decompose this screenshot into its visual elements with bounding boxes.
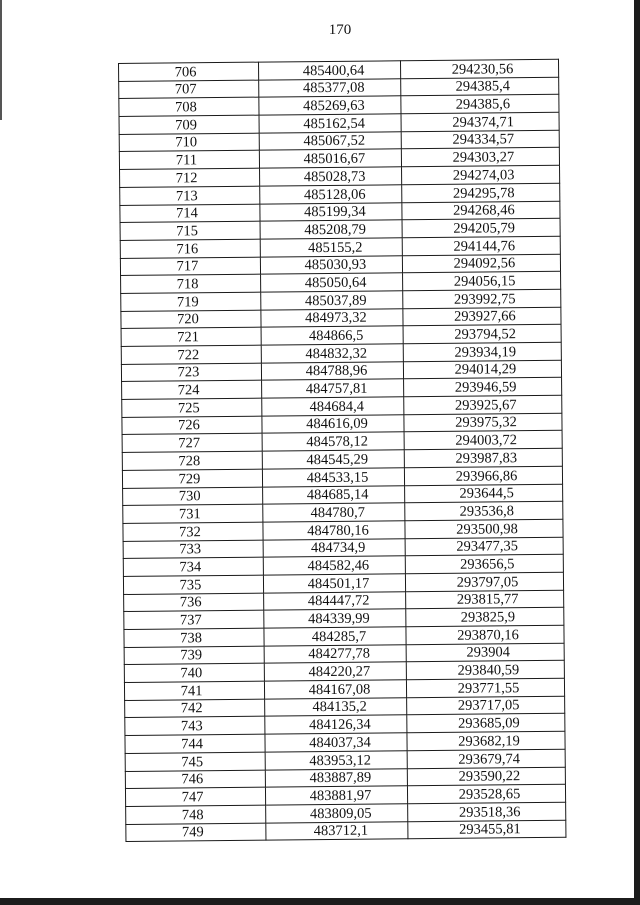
point-number-cell: 718 <box>121 274 261 293</box>
y-coordinate-cell: 294014,29 <box>403 360 561 379</box>
point-number-cell: 746 <box>125 770 265 789</box>
y-coordinate-cell: 293815,77 <box>406 590 564 609</box>
y-coordinate-cell: 293536,8 <box>405 501 563 520</box>
point-number-cell: 736 <box>124 593 264 612</box>
y-coordinate-cell: 293825,9 <box>406 608 564 627</box>
x-coordinate-cell: 484757,81 <box>262 379 404 398</box>
x-coordinate-cell: 485269,63 <box>259 96 401 115</box>
x-coordinate-cell: 485377,08 <box>259 78 401 97</box>
y-coordinate-cell: 293455,81 <box>408 820 566 839</box>
point-number-cell: 714 <box>120 204 260 223</box>
point-number-cell: 732 <box>123 522 263 541</box>
point-number-cell: 735 <box>123 575 263 594</box>
point-number-cell: 717 <box>120 257 260 276</box>
page-number: 170 <box>328 22 352 38</box>
x-coordinate-cell: 485067,52 <box>259 132 401 151</box>
x-coordinate-cell: 483881,97 <box>265 786 407 805</box>
y-coordinate-cell: 294092,56 <box>402 254 560 273</box>
x-coordinate-cell: 485050,64 <box>261 273 403 292</box>
point-number-cell: 742 <box>125 699 265 718</box>
y-coordinate-cell: 293679,74 <box>407 749 565 768</box>
table-row <box>126 820 566 842</box>
point-number-cell: 723 <box>121 363 261 382</box>
x-coordinate-cell: 483953,12 <box>265 751 407 770</box>
y-coordinate-cell: 294385,6 <box>401 95 559 114</box>
x-coordinate-cell: 484545,29 <box>262 450 404 469</box>
y-coordinate-cell: 294274,03 <box>402 165 560 184</box>
x-coordinate-cell: 484135,2 <box>265 698 407 717</box>
x-coordinate-cell: 484126,34 <box>265 715 407 734</box>
y-coordinate-cell: 293870,16 <box>406 625 564 644</box>
point-number-cell: 719 <box>121 292 261 311</box>
x-coordinate-cell: 483809,05 <box>266 804 408 823</box>
point-number-cell: 728 <box>122 451 262 470</box>
y-coordinate-cell: 294056,15 <box>403 272 561 291</box>
y-coordinate-cell: 293904 <box>406 643 564 662</box>
point-number-cell: 739 <box>124 646 264 665</box>
point-number-cell: 713 <box>120 186 260 205</box>
y-coordinate-cell: 293656,5 <box>405 554 563 573</box>
y-coordinate-cell: 293927,66 <box>403 307 561 326</box>
scan-edge-right <box>634 0 640 905</box>
x-coordinate-cell: 484685,14 <box>263 485 405 504</box>
y-coordinate-cell: 294385,4 <box>401 77 559 96</box>
y-coordinate-cell: 293934,19 <box>403 342 561 361</box>
x-coordinate-cell: 483887,89 <box>265 768 407 787</box>
point-number-cell: 708 <box>119 98 259 117</box>
x-coordinate-cell: 485199,34 <box>260 202 402 221</box>
x-coordinate-cell: 485028,73 <box>260 167 402 186</box>
y-coordinate-cell: 294144,76 <box>402 236 560 255</box>
point-number-cell: 720 <box>121 310 261 329</box>
x-coordinate-cell: 484734,9 <box>263 538 405 557</box>
y-coordinate-cell: 294230,56 <box>400 59 558 78</box>
point-number-cell: 733 <box>123 540 263 559</box>
x-coordinate-cell: 485208,79 <box>260 220 402 239</box>
x-coordinate-cell: 484037,34 <box>265 733 407 752</box>
x-coordinate-cell: 484866,5 <box>261 326 403 345</box>
coordinate-table-container <box>118 59 565 842</box>
scan-edge-bottom <box>0 898 640 905</box>
point-number-cell: 706 <box>119 62 259 81</box>
x-coordinate-cell: 484277,78 <box>264 644 406 663</box>
point-number-cell: 729 <box>122 469 262 488</box>
point-number-cell: 710 <box>119 133 259 152</box>
point-number-cell: 709 <box>119 115 259 134</box>
point-number-cell: 716 <box>120 239 260 258</box>
x-coordinate-cell: 484684,4 <box>262 397 404 416</box>
y-coordinate-cell: 293797,05 <box>405 572 563 591</box>
point-number-cell: 744 <box>125 734 265 753</box>
coordinate-table-body <box>119 59 566 841</box>
x-coordinate-cell: 483712,1 <box>266 821 408 840</box>
x-coordinate-cell: 484578,12 <box>262 432 404 451</box>
x-coordinate-cell: 485016,67 <box>259 149 401 168</box>
y-coordinate-cell: 294003,72 <box>404 431 562 450</box>
point-number-cell: 748 <box>126 805 266 824</box>
point-number-cell: 712 <box>120 168 260 187</box>
y-coordinate-cell: 293528,65 <box>407 784 565 803</box>
y-coordinate-cell: 293966,86 <box>404 466 562 485</box>
x-coordinate-cell: 484780,16 <box>263 521 405 540</box>
point-number-cell: 722 <box>121 345 261 364</box>
y-coordinate-cell: 294303,27 <box>401 148 559 167</box>
y-coordinate-cell: 293794,52 <box>403 325 561 344</box>
x-coordinate-cell: 484788,96 <box>261 361 403 380</box>
point-number-cell: 724 <box>122 381 262 400</box>
y-coordinate-cell: 294374,71 <box>401 112 559 131</box>
point-number-cell: 730 <box>123 487 263 506</box>
x-coordinate-cell: 484582,46 <box>263 556 405 575</box>
x-coordinate-cell: 484832,32 <box>261 344 403 363</box>
y-coordinate-cell: 293500,98 <box>405 519 563 538</box>
x-coordinate-cell: 485400,64 <box>258 61 400 80</box>
x-coordinate-cell: 484285,7 <box>264 627 406 646</box>
y-coordinate-cell: 293771,55 <box>406 678 564 697</box>
y-coordinate-cell: 293946,59 <box>404 378 562 397</box>
x-coordinate-cell: 484501,17 <box>263 574 405 593</box>
point-number-cell: 721 <box>121 327 261 346</box>
point-number-cell: 747 <box>125 787 265 806</box>
coordinate-table <box>118 59 566 842</box>
point-number-cell: 749 <box>126 823 266 842</box>
x-coordinate-cell: 485037,89 <box>261 291 403 310</box>
point-number-cell: 737 <box>124 610 264 629</box>
y-coordinate-cell: 293840,59 <box>406 661 564 680</box>
y-coordinate-cell: 294295,78 <box>402 183 560 202</box>
x-coordinate-cell: 484167,08 <box>264 680 406 699</box>
y-coordinate-cell: 293992,75 <box>403 289 561 308</box>
y-coordinate-cell: 294205,79 <box>402 218 560 237</box>
x-coordinate-cell: 485030,93 <box>260 255 402 274</box>
point-number-cell: 741 <box>124 681 264 700</box>
y-coordinate-cell: 293477,35 <box>405 537 563 556</box>
x-coordinate-cell: 484447,72 <box>264 591 406 610</box>
scan-edge-left <box>0 0 2 120</box>
x-coordinate-cell: 484533,15 <box>262 468 404 487</box>
x-coordinate-cell: 484339,99 <box>264 609 406 628</box>
x-coordinate-cell: 484220,27 <box>264 662 406 681</box>
y-coordinate-cell: 293682,19 <box>407 731 565 750</box>
y-coordinate-cell: 294268,46 <box>402 201 560 220</box>
x-coordinate-cell: 484780,7 <box>263 503 405 522</box>
point-number-cell: 743 <box>125 717 265 736</box>
y-coordinate-cell: 293717,05 <box>407 696 565 715</box>
point-number-cell: 726 <box>122 416 262 435</box>
point-number-cell: 738 <box>124 628 264 647</box>
x-coordinate-cell: 485162,54 <box>259 114 401 133</box>
y-coordinate-cell: 293925,67 <box>404 395 562 414</box>
point-number-cell: 734 <box>123 557 263 576</box>
y-coordinate-cell: 293644,5 <box>405 484 563 503</box>
y-coordinate-cell: 293987,83 <box>404 448 562 467</box>
y-coordinate-cell: 293518,36 <box>408 802 566 821</box>
point-number-cell: 707 <box>119 80 259 99</box>
point-number-cell: 725 <box>122 398 262 417</box>
y-coordinate-cell: 294334,57 <box>401 130 559 149</box>
y-coordinate-cell: 293590,22 <box>407 767 565 786</box>
point-number-cell: 740 <box>124 663 264 682</box>
x-coordinate-cell: 484616,09 <box>262 415 404 434</box>
point-number-cell: 711 <box>119 151 259 170</box>
x-coordinate-cell: 485155,2 <box>260 238 402 257</box>
x-coordinate-cell: 484973,32 <box>261 308 403 327</box>
point-number-cell: 745 <box>125 752 265 771</box>
y-coordinate-cell: 293975,32 <box>404 413 562 432</box>
point-number-cell: 727 <box>122 434 262 453</box>
x-coordinate-cell: 485128,06 <box>260 185 402 204</box>
point-number-cell: 731 <box>123 504 263 523</box>
y-coordinate-cell: 293685,09 <box>407 714 565 733</box>
point-number-cell: 715 <box>120 221 260 240</box>
